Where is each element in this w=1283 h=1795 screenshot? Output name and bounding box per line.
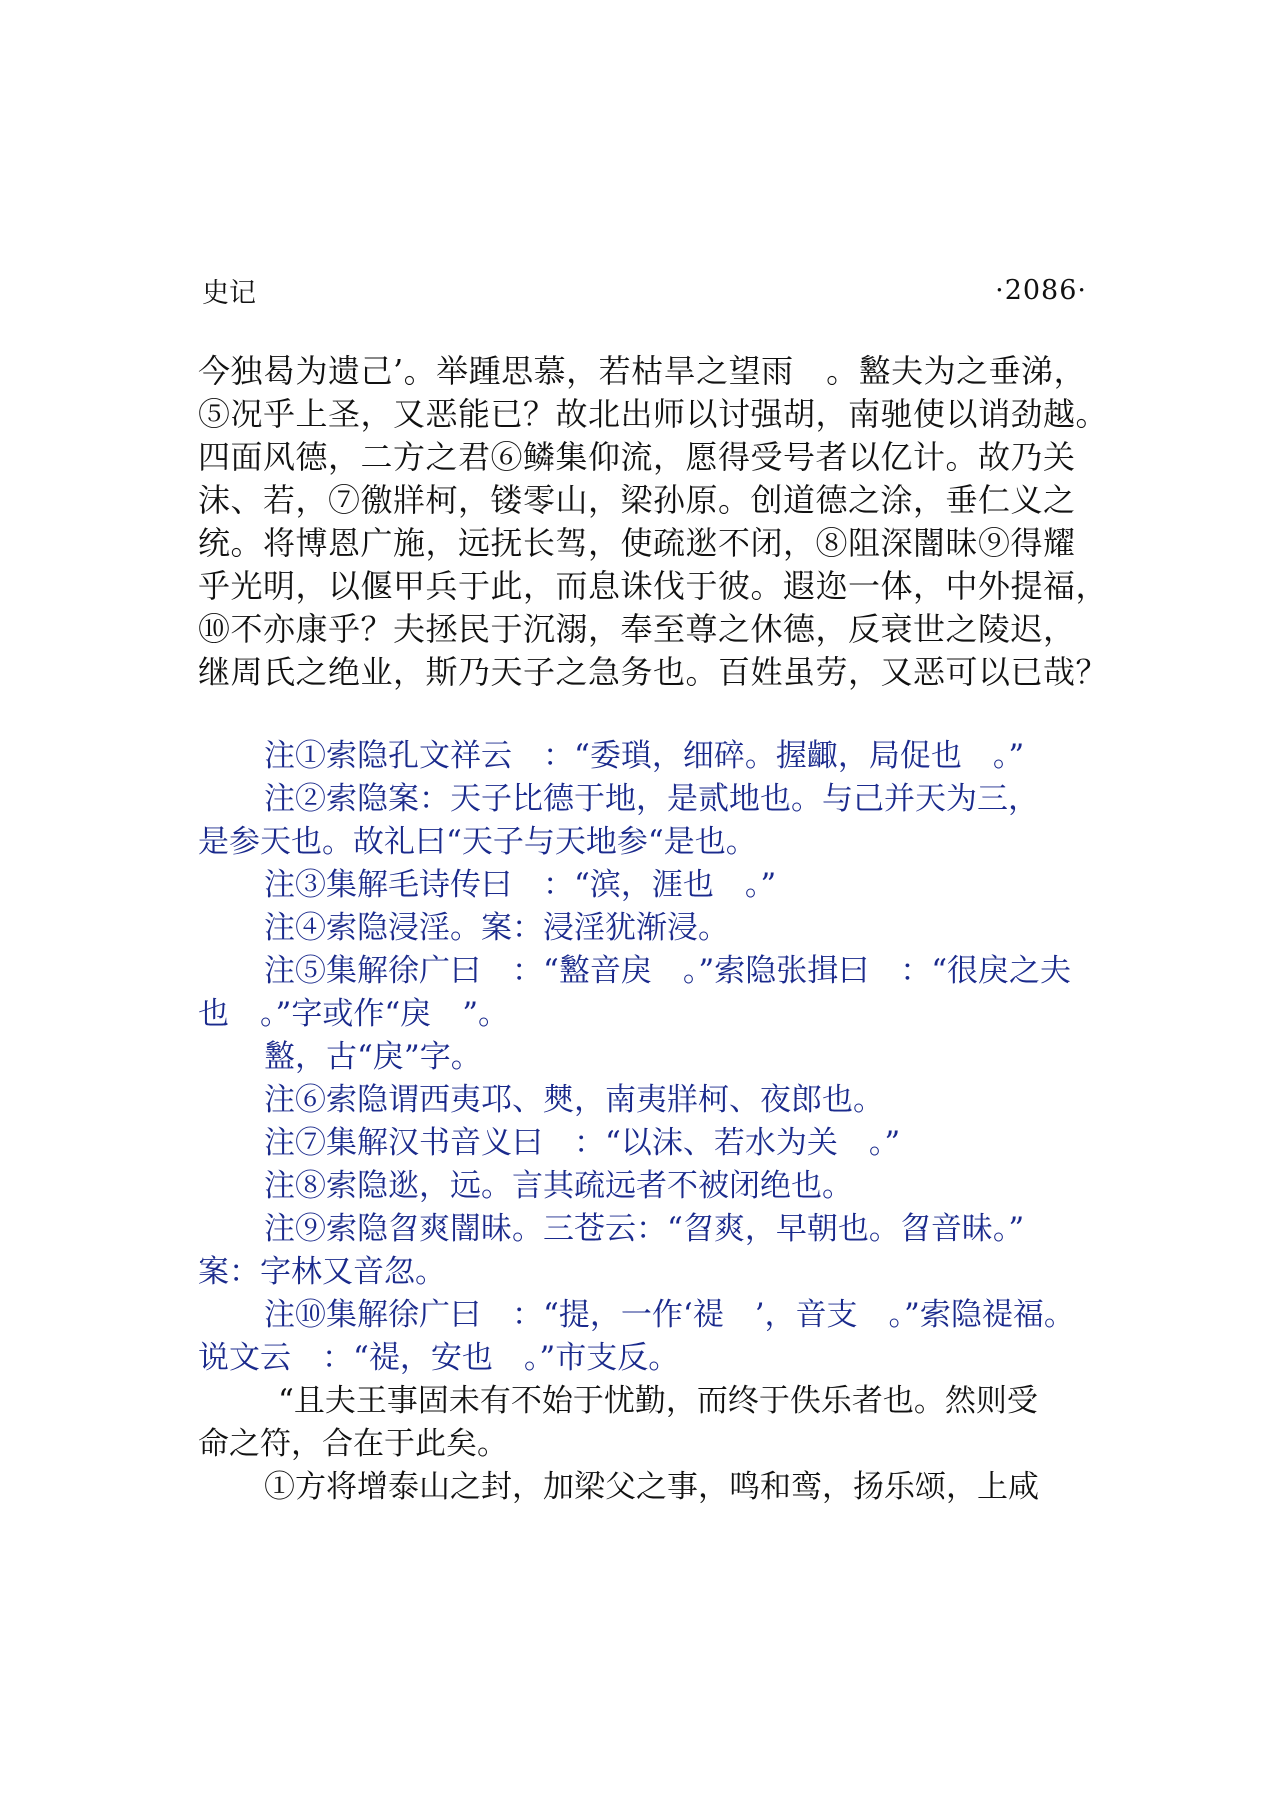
text-line: 沫、若，⑦徼牂柯，镂零山，梁孙原。创道德之涂，垂仁义之 <box>198 481 1076 519</box>
main-text <box>198 350 1118 694</box>
text-line: 四面风德，二方之君⑥鳞集仰流，愿得受号者以亿计。故乃关 <box>198 438 1076 476</box>
annotations <box>198 735 1118 1509</box>
text-line: 乎光明，以偃甲兵于此，而息诛伐于彼。遐迩一体，中外提福， <box>198 567 1109 605</box>
note-line: 注⑧索隐逖，远。言其疏远者不被闭绝也。 <box>264 1168 853 1204</box>
note-line: 注④索隐浸淫。案：浸淫犹渐浸。 <box>264 910 729 946</box>
note-line: 案：字林又音忽。 <box>198 1254 446 1290</box>
note-line: 是参天也。故礼曰“天子与天地参“是也。 <box>198 824 757 860</box>
text-line: ⑩不亦康乎？夫拯民于沉溺，奉至尊之休德，反衰世之陵迟， <box>198 610 1076 648</box>
text-line: ⑤况乎上圣，又恶能已？故北出师以讨强胡，南驰使以诮劲越。 <box>198 395 1109 433</box>
page-header <box>202 270 1087 310</box>
note-line: 注③集解毛诗传曰 ：“滨，涯也 。” <box>264 867 777 903</box>
text-line: “且夫王事固未有不始于忧勤，而终于佚乐者也。然则受 <box>278 1383 1038 1419</box>
note-line: 注⑩集解徐广曰 ：“提，一作‘禔 ’，音支 。”索隐禔福。 <box>264 1297 1075 1333</box>
text-line: 统。将博恩广施，远抚长驾，使疏逖不闭，⑧阻深闇昧⑨得耀 <box>198 524 1076 562</box>
note-line: 注⑨索隐曶爽闇昧。三苍云：“曶爽，早朝也。曶音昧。” <box>264 1211 1025 1247</box>
text-line: 今独曷为遗己’。举踵思慕，若枯旱之望雨 。盭夫为之垂涕， <box>198 352 1087 390</box>
text-line: ①方将增泰山之封，加梁父之事，鸣和鸾，扬乐颂，上咸 <box>264 1469 1039 1505</box>
book-title: 史记 <box>202 277 256 309</box>
note-line: 注①索隐孔文祥云 ：“委瑣，细碎。握齱，局促也 。” <box>264 738 1025 774</box>
note-line: 盭，古“戾”字。 <box>264 1039 482 1075</box>
note-line: 注⑥索隐谓西夷邛、僰，南夷牂柯、夜郎也。 <box>264 1082 884 1118</box>
text-line: 命之符，合在于此矣。 <box>198 1426 508 1462</box>
page-number: ·2086· <box>995 274 1087 306</box>
note-line: 注②索隐案：天子比德于地，是贰地也。与己并天为三， <box>264 781 1039 817</box>
note-line: 注⑦集解汉书音义曰 ：“以沫、若水为关 。” <box>264 1125 901 1161</box>
note-line: 注⑤集解徐广曰 ：“盭音戾 。”索隐张揖曰 ：“很戾之夫 <box>264 953 1072 989</box>
text-line: 继周氏之绝业，斯乃天子之急务也。百姓虽劳，又恶可以已哉？ <box>198 653 1109 691</box>
note-line: 也 。”字或作“戾 ”。 <box>198 996 510 1032</box>
note-line: 说文云 ：“禔，安也 。”市支反。 <box>198 1340 680 1376</box>
